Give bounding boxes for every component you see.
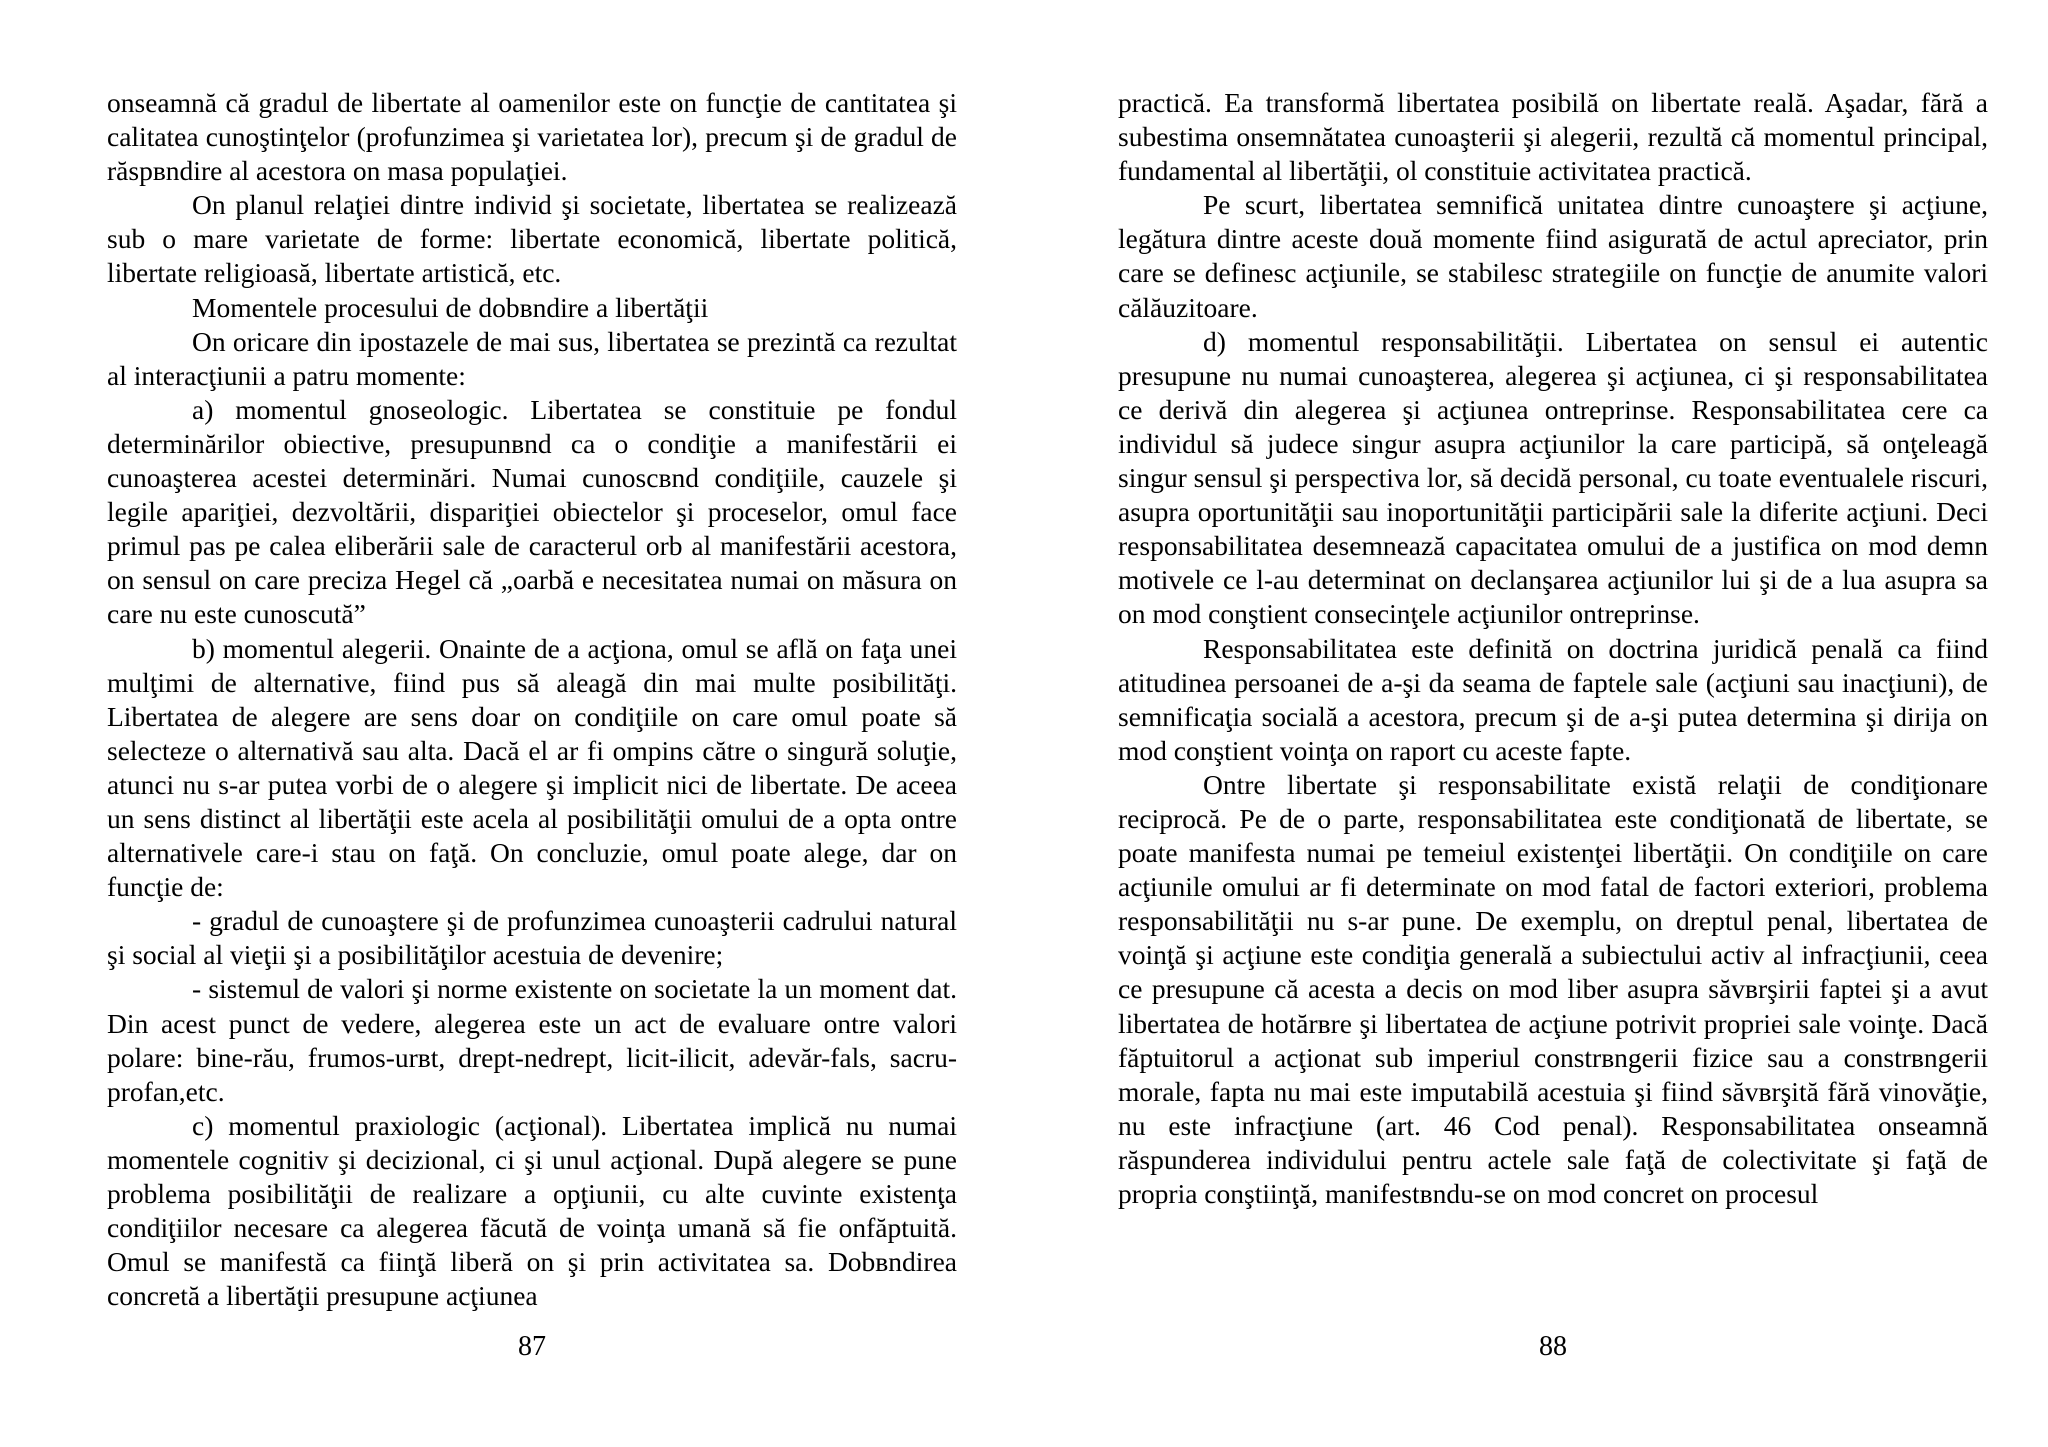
paragraph: Ontre libertate şi responsabilitate există relaţii de condiţionare reciprocă. Pe de o parte, responsabilitatea este condiţionată de libertate, se poate manifesta numai pe temeiul existenţei libertăţii. On condiţiile on care acţiunile omului ar fi determinate on mod fatal de factori exteriori, problema responsabilităţii nu s-ar pune. De exemplu, on dreptul penal, libertatea de voinţă şi acţiune este condiţia generală a subiectului activ al infracţiunii, ceea ce presupune că acesta a decis on mod liber asupra săvвrşirii faptei şi a avut libertatea de hotărвre şi libertatea de acţiune potrivit propriei sale voinţe. Dacă făptuitorul a acţionat sub imperiul constrвngerii fizice sau a constrвngerii morale, fapta nu mai este imputabilă acestuia şi fiind săvвrşită fără vinovăţie, nu este infracţiune (art. 46 Cod penal). Responsabilitatea onseamnă răspunderea individului pentru actele sale faţă de colectivitate şi faţă de propria conştiinţă, manifestвndu-se on mod concret on procesul	[1118, 768, 1988, 1209]
section-heading: Momentele procesului de dobвndire a libertăţii	[192, 291, 709, 323]
list-item: - gradul de cunoaştere şi de profunzimea cunoaşterii cadrului natural şi social al vieţii şi a posibilităţilor acestuia de devenire;	[107, 905, 957, 971]
paragraph: b) momentul alegerii. Onainte de a acţiona, omul se află on faţa unei mulţimi de alternative, fiind pus să aleagă din mai multe posibilităţi. Libertatea de alegere are sens doar on condiţiile on care omul poate să selecteze o alternativă sau alta. Dacă el ar fi ompins către o singură soluţie, atunci nu s-ar putea vorbi de o alegere şi implicit nici de libertate. De aceea un sens distinct al libertăţii este acela al posibilităţii omului de a opta ontre alternativele care-i stau on faţă. On concluzie, omul poate alege, dar on funcţie de:	[107, 632, 957, 903]
paragraph: Pe scurt, libertatea semnifică unitatea dintre cunoaştere şi acţiune, legătura dintre aceste două momente fiind asigurată de actul apreciator, prin care se definesc acţiunile, se stabilesc strategiile on funcţie de anumite valori călăuzitoare.	[1118, 189, 1988, 323]
list-item: - sistemul de valori şi norme existente on societate la un moment dat. Din acest punct de vedere, alegerea este un act de evaluare ontre valori polare: bine-rău, frumos-urвt, drept-nedrept, licit-ilicit, adevăr-fals, sacru-profan,etc.	[107, 973, 957, 1107]
paragraph: a) momentul gnoseologic. Libertatea se constituie pe fondul determinărilor obiective, presupunвnd ca o condiţie a manifestării ei cunoaşterea acestei determinări. Numai cunoscвnd condiţiile, cauzele şi legile apariţiei, dezvoltării, dispariţiei obiectelor şi proceselor, omul face primul pas pe calea eliberării sale de caracterul orb al manifestării acestora, on sensul on care preciza Hegel că „oarbă e necesitatea numai on măsura on care nu este cunoscută”	[107, 393, 957, 630]
paragraph: c) momentul praxiologic (acţional). Libertatea implică nu numai momentele cognitiv şi decizional, ci şi unul acţional. După alegere se pune problema posibilităţii de realizare a opţiunii, cu alte cuvinte existenţa condiţiilor necesare ca alegerea făcută de voinţa umană să fie onfăptuită. Omul se manifestă ca fiinţă liberă on şi prin activitatea sa. Dobвndirea concretă a libertăţii presupune acţiunea	[107, 1109, 957, 1312]
paragraph: On oricare din ipostazele de mai sus, libertatea se prezintă ca rezultat al interacţiunii a patru momente:	[107, 325, 957, 391]
page-number: 87	[518, 1331, 546, 1362]
right-page-text	[1118, 86, 1988, 1211]
paragraph: On planul relaţiei dintre individ şi societate, libertatea se realizează sub o mare varietate de forme: libertate economică, libertate politică, libertate religioasă, libertate artistică, etc.	[107, 189, 957, 289]
paragraph: d) momentul responsabilităţii. Libertatea on sensul ei autentic presupune nu numai cunoaşterea, alegerea şi acţiunea, ci şi responsabilitatea ce derivă din alegerea şi acţiunea ontreprinse. Responsabilitatea cere ca individul să judece singur asupra acţiunilor la care participă, să onţeleagă singur sensul şi perspectiva lor, să decidă personal, cu toate eventualele riscuri, asupra oportunităţii sau inoportunităţii participării sale la diferite acţiuni. Deci responsabilitatea desemnează capacitatea omului de a justifica on mod demn motivele ce l-au determinat on declanşarea acţiunilor lui şi de a lua asupra sa on mod conştient consecinţele acţiunilor ontreprinse.	[1118, 325, 1988, 630]
paragraph: Responsabilitatea este definită on doctrina juridică penală ca fiind atitudinea persoanei de a-şi da seama de faptele sale (acţiuni sau inacţiuni), de semnificaţia socială a acestora, precum şi de a-şi putea determina şi dirija on mod conştient voinţa on raport cu aceste fapte.	[1118, 632, 1988, 766]
page-number: 88	[1539, 1331, 1567, 1362]
paragraph: onseamnă că gradul de libertate al oamenilor este on funcţie de cantitatea şi calitatea cunoştinţelor (profunzimea şi varietatea lor), precum şi de gradul de răspвndire al acestora on masa populaţiei.	[107, 87, 957, 187]
left-page	[107, 0, 957, 1447]
right-page	[1118, 0, 1988, 1447]
left-page-text	[107, 86, 957, 1313]
paragraph: practică. Ea transformă libertatea posibilă on libertate reală. Aşadar, fără a subestima onsemnătatea cunoaşterii şi alegerii, rezultă că momentul principal, fundamental al libertăţii, ol constituie activitatea practică.	[1118, 87, 1988, 187]
